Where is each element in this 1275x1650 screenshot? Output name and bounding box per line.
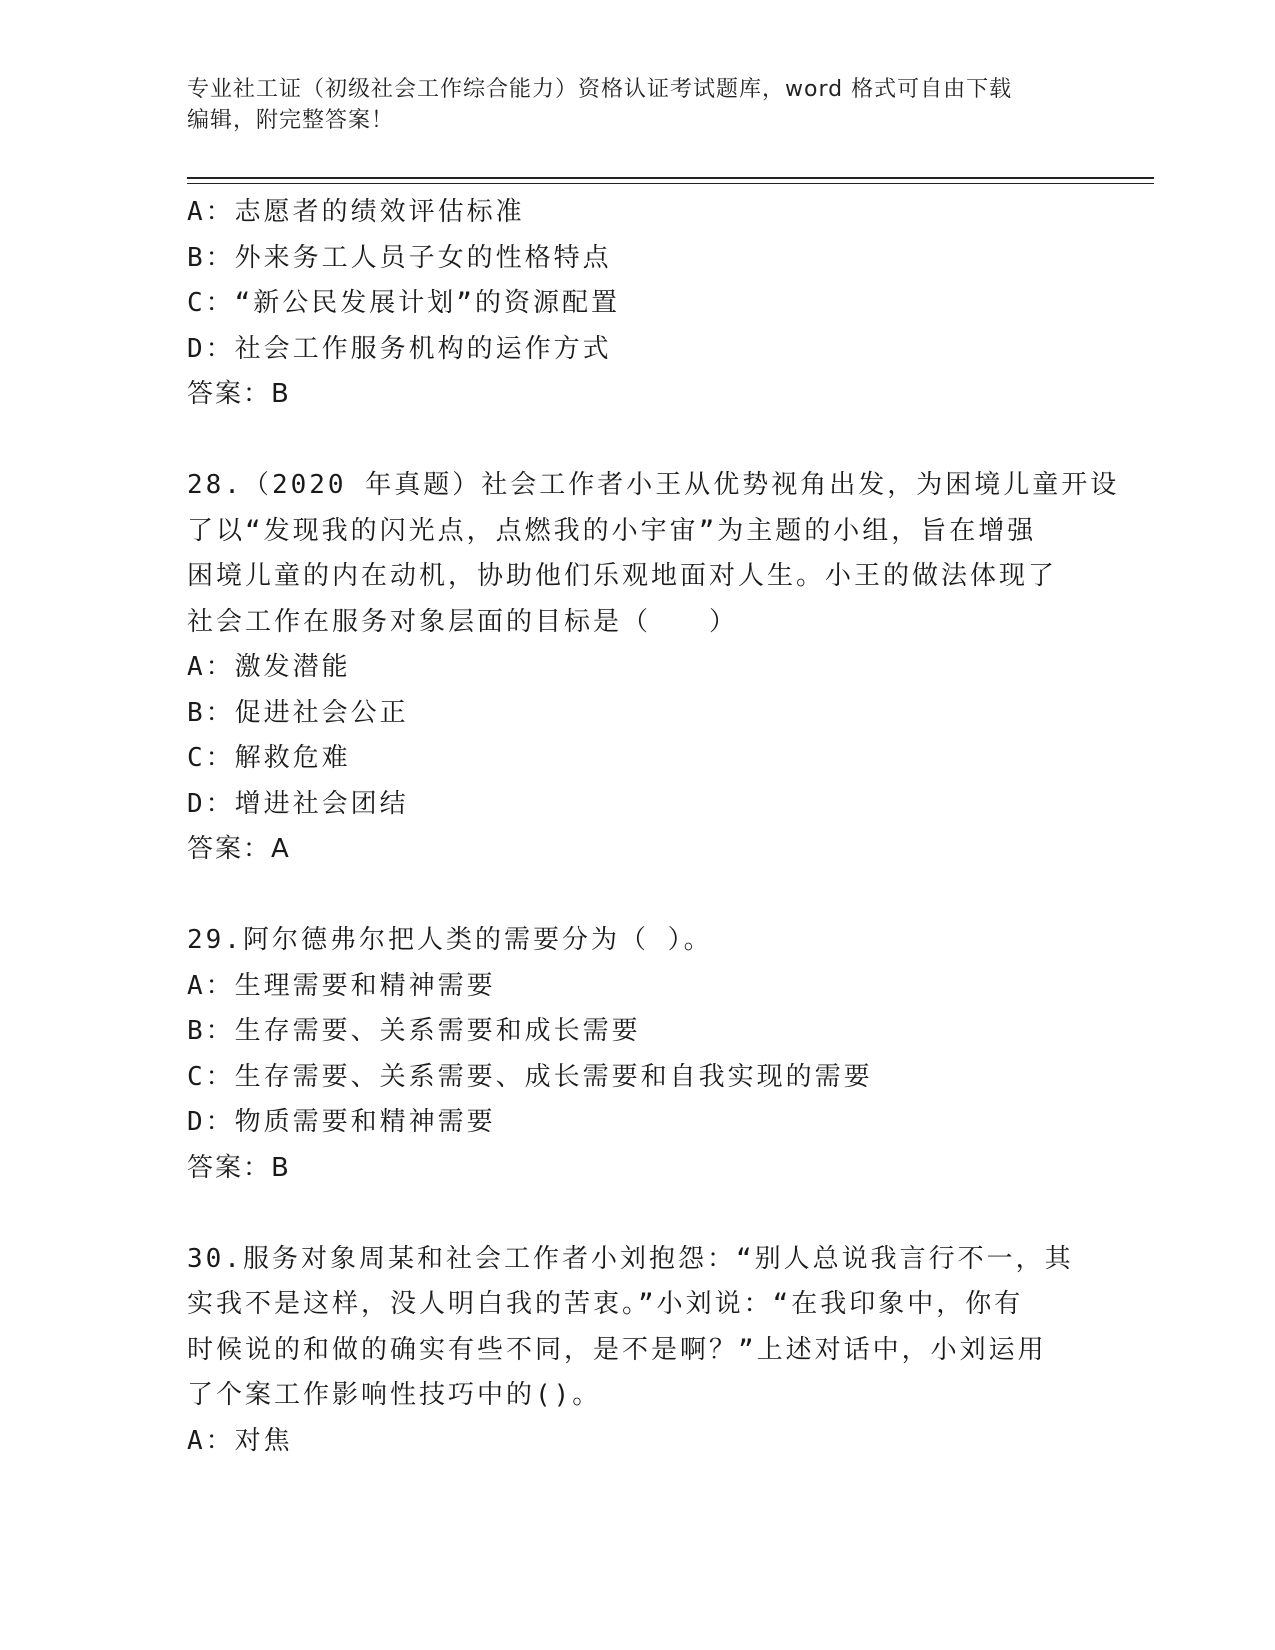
option-a: A：志愿者的绩效评估标准 xyxy=(187,197,525,227)
option-d: D：增进社会团结 xyxy=(187,788,409,819)
header-divider-thin xyxy=(187,183,1154,184)
question-stem: 了个案工作影响性技巧中的()。 xyxy=(187,1380,602,1410)
option-a: A：对焦 xyxy=(187,1425,293,1456)
answer: 答案：B xyxy=(187,379,291,409)
option-d: D：物质需要和精神需要 xyxy=(187,1107,496,1137)
option-a: A：生理需要和精神需要 xyxy=(187,970,496,1001)
header-divider-thick xyxy=(187,177,1154,179)
question-list xyxy=(187,190,1120,1464)
question-stem: 社会工作在服务对象层面的目标是（ ） xyxy=(187,606,739,637)
question-stem: 实我不是这样，没人明白我的苦衷。”小刘说：“在我印象中，你有 xyxy=(187,1289,1024,1319)
question-stem: 28.（2020 年真题）社会工作者小王从优势视角出发，为困境儿童开设 xyxy=(187,470,1120,500)
option-c: C：解救危难 xyxy=(187,743,351,773)
option-b: B：外来务工人员子女的性格特点 xyxy=(187,242,612,273)
question-29 xyxy=(187,918,1087,1191)
answer: 答案：A xyxy=(187,834,291,864)
option-d: D：社会工作服务机构的运作方式 xyxy=(187,333,612,364)
header-line-2: 编辑，附完整答案！ xyxy=(187,108,395,133)
answer: 答案：B xyxy=(187,1152,291,1183)
question-30 xyxy=(187,1237,1087,1465)
question-stem: 了以“发现我的闪光点，点燃我的小宇宙”为主题的小组，旨在增强 xyxy=(187,515,1037,546)
question-27 xyxy=(187,190,1087,418)
header-line-1: 专业社工证（初级社会工作综合能力）资格认证考试题库，word 格式可自由下载 xyxy=(187,77,1013,102)
option-c: C：“新公民发展计划”的资源配置 xyxy=(187,288,620,318)
question-stem: 时候说的和做的确实有些不同，是不是啊？”上述对话中，小刘运用 xyxy=(187,1334,1047,1365)
option-c: C：生存需要、关系需要、成长需要和自我实现的需要 xyxy=(187,1061,873,1092)
option-b: B：促进社会公正 xyxy=(187,697,409,728)
option-a: A：激发潜能 xyxy=(187,652,351,682)
question-stem: 困境儿童的内在动机，协助他们乐观地面对人生。小王的做法体现了 xyxy=(187,561,1058,591)
question-stem: 30.服务对象周某和社会工作者小刘抱怨：“别人总说我言行不一，其 xyxy=(187,1243,1074,1274)
option-b: B：生存需要、关系需要和成长需要 xyxy=(187,1016,641,1046)
question-28 xyxy=(187,463,1120,873)
document-header xyxy=(187,74,1087,136)
question-stem: 29.阿尔德弗尔把人类的需要分为（ ）。 xyxy=(187,925,713,955)
